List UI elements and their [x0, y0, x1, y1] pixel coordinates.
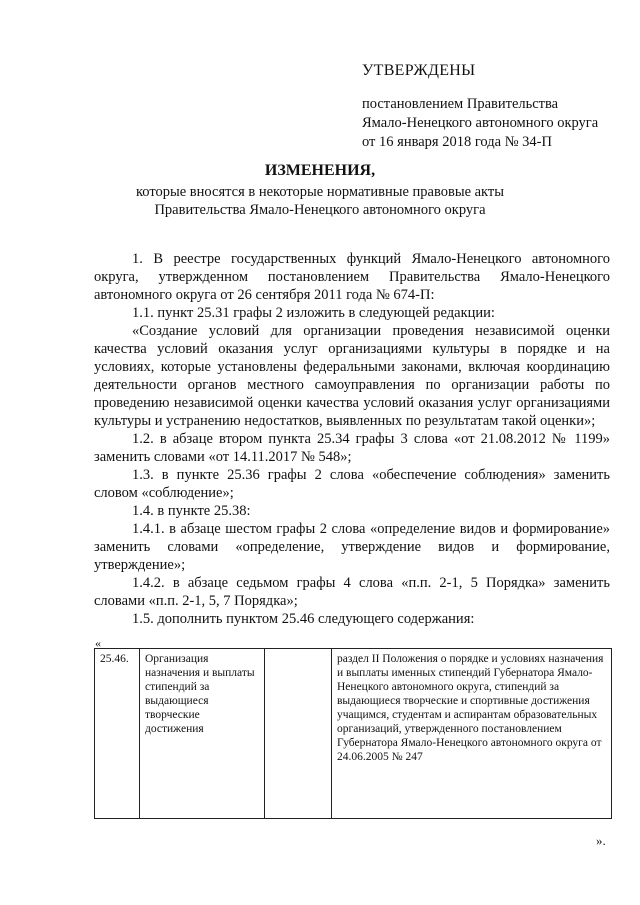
cell-function-name: Организация назначения и выплаты стипендий за выдающиеся творческие достижения — [140, 649, 265, 819]
paragraph-1-5: 1.5. дополнить пунктом 25.46 следующего содержания: — [132, 611, 475, 627]
subtitle-line-1: которые вносятся в некоторые нормативные правовые акты — [135, 184, 504, 200]
paragraph-1-4-2: 1.4.2. в абзаце седьмом графы 4 слова «п.п. 2-1, 5 Порядка» заменить словами «п.п. 2-1, 5, 7 Порядка»; — [94, 575, 610, 609]
approval-line: постановлением Правительства — [362, 96, 559, 112]
paragraph-1-4-1: 1.4.1. в абзаце шестом графы 2 слова «определение видов и формирование» заменить словами «определение, утверждение видов и формирование, утверждение»; — [94, 521, 610, 573]
approval-line: Ямало-Ненецкого автономного округа — [362, 115, 599, 131]
paragraph-1-1: 1.1. пункт 25.31 графы 2 изложить в следующей редакции: — [132, 305, 495, 321]
cell-legal-basis: раздел II Положения о порядке и условиях назначения и выплаты именных стипендий Губернатора Ямало-Ненецкого автономного округа, стипендий за выдающиеся творческие и спортивные достижения учащимся, студентам и аспирантам образовательных организаций, утвержденного постановлением Губернатора Ямало-Ненецкого автономного округа от 24.06.2005 № 247 — [332, 649, 612, 819]
subtitle-line-2: Правительства Ямало-Ненецкого автономного округа — [154, 202, 486, 218]
document-body — [94, 250, 610, 628]
approved-heading: УТВЕРЖДЕНЫ — [362, 62, 476, 79]
approval-block — [362, 95, 598, 152]
document-title: ИЗМЕНЕНИЯ, — [264, 162, 376, 179]
registry-table — [94, 648, 612, 819]
paragraph-1-2: 1.2. в абзаце втором пункта 25.34 графы 3 слова «от 21.08.2012 № 1199» заменить словами «от 14.11.2017 № 548»; — [94, 431, 610, 465]
paragraph-1-4: 1.4. в пункте 25.38: — [132, 503, 251, 519]
paragraph-quote: «Создание условий для организации проведения независимой оценки качества условий оказания услуг организациями культуры в порядке и на условиях, которые установлены федеральными законами, включая координацию деятельности органов местного самоуправления по организации работы по проведению независимой оценки качества условий оказания услуг организациями культуры и устранению недостатков, выявленных по результатам такой оценки»; — [94, 323, 610, 429]
document-subtitle — [0, 183, 640, 219]
cell-number: 25.46. — [95, 649, 140, 819]
paragraph-1-3: 1.3. в пункте 25.36 графы 2 слова «обеспечение соблюдения» заменить словом «соблюдение»; — [94, 467, 610, 501]
quote-close: ». — [596, 833, 606, 848]
approval-line: от 16 января 2018 года № 34-П — [362, 134, 552, 150]
quote-open: « — [95, 636, 101, 650]
paragraph-1: 1. В реестре государственных функций Ямало-Ненецкого автономного округа, утвержденном постановлением Правительства Ямало-Ненецкого автономного округа от 26 сентября 2011 года № 674-П: — [94, 251, 610, 303]
cell-empty — [265, 649, 332, 819]
table-row — [95, 649, 612, 819]
